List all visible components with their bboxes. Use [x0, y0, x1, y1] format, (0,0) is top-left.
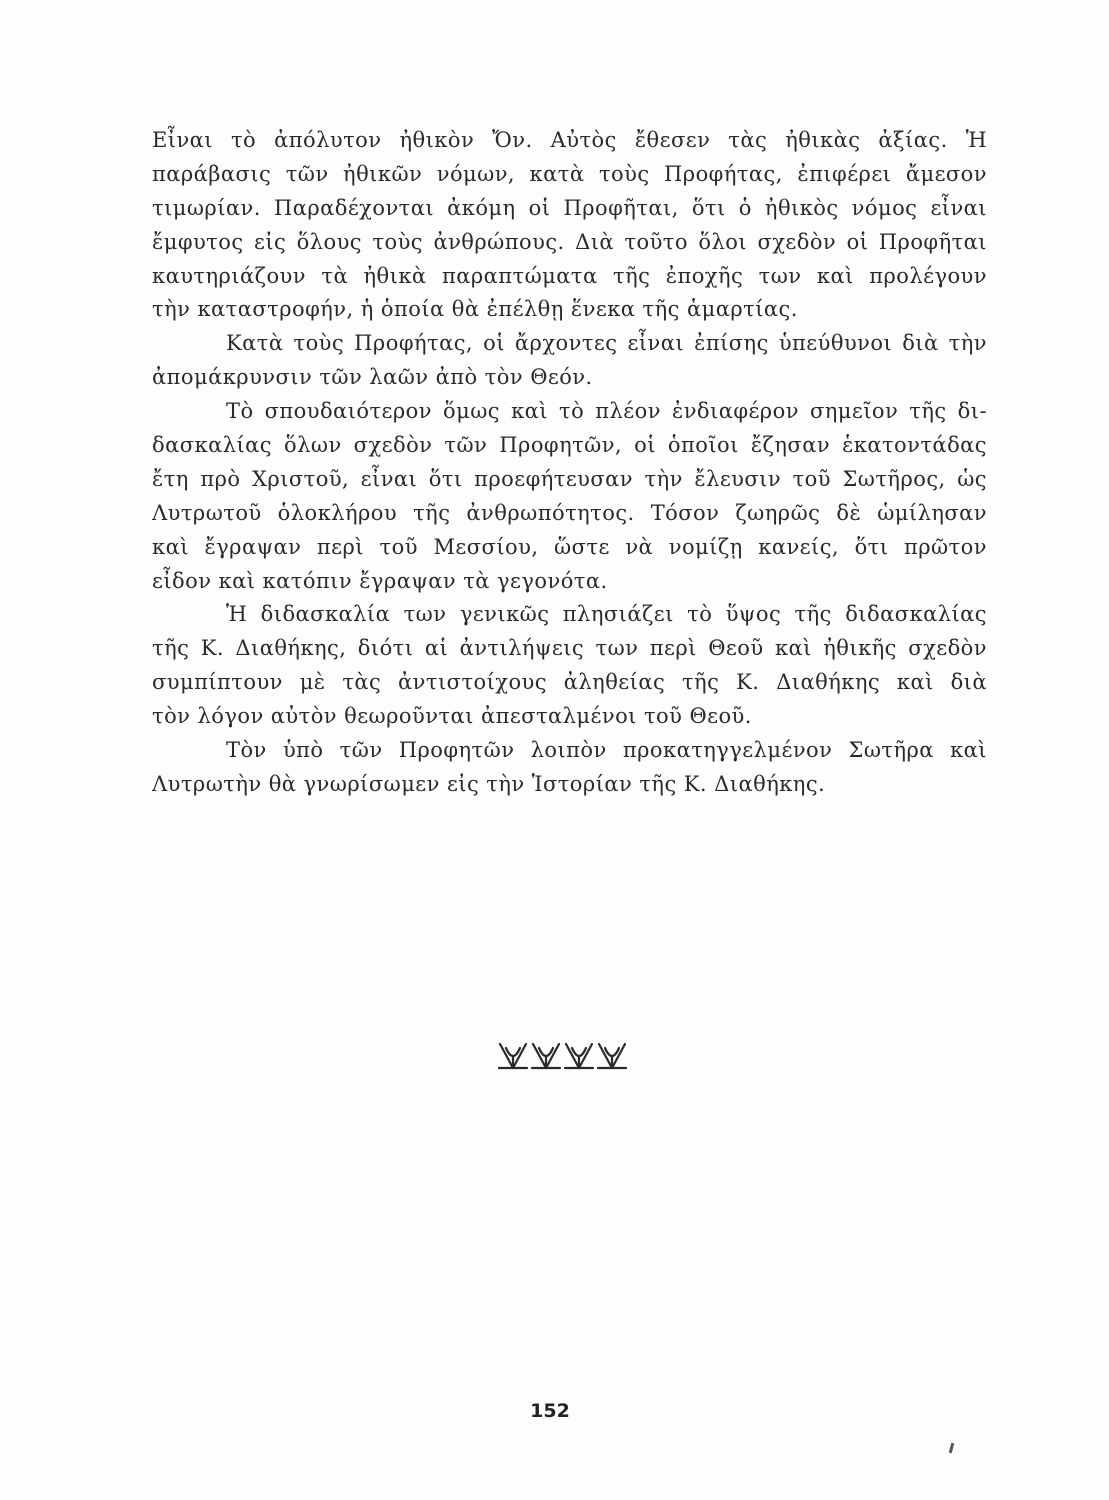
- text-line: Τὸ σπουδαιότερον ὅμως καὶ τὸ πλέον ἐνδιαφέρον σημεῖον τῆς δι-: [226, 399, 987, 424]
- text-line: Κατὰ τοὺς Προφήτας, οἱ ἄρχοντες εἶναι ἐπίσης ὑπεύθυνοι διὰ τὴν: [226, 331, 987, 356]
- text-line: ἔμφυτος εἰς ὅλους τοὺς ἀνθρώπους. Διὰ τοῦτο ὅλοι σχεδὸν οἱ Προφῆται: [152, 229, 987, 254]
- text-line: Λυτρωτοῦ ὁλοκλήρου τῆς ἀνθρωπότητος. Τόσον ζωηρῶς δὲ ὡμίλησαν: [152, 500, 987, 525]
- text-line: ἔτη πρὸ Χριστοῦ, εἶναι ὅτι προεφήτευσαν τὴν ἔλευσιν τοῦ Σωτῆρος, ὡς: [152, 466, 987, 491]
- text-line: Λυτρωτὴν θὰ γνωρίσωμεν εἰς τὴν Ἱστορίαν τῆς Κ. Διαθήκης.: [152, 771, 826, 796]
- text-line: καὶ ἔγραψαν περὶ τοῦ Μεσσίου, ὥστε νὰ νομίζῃ κανείς, ὅτι πρῶτον: [152, 534, 987, 559]
- text-line: καυτηριάζουν τὰ ἠθικὰ παραπτώματα τῆς ἐποχῆς των καὶ προλέγουν: [152, 263, 987, 288]
- floral-ornament-icon: [497, 1038, 629, 1074]
- text-line: τῆς Κ. Διαθήκης, διότι αἱ ἀντιλήψεις των περὶ Θεοῦ καὶ ἠθικῆς σχεδὸν: [152, 636, 987, 661]
- text-line: ἀπομάκρυνσιν τῶν λαῶν ἀπὸ τὸν Θεόν.: [152, 365, 593, 390]
- text-line: Ἡ διδασκαλία των γενικῶς πλησιάζει τὸ ὕψος τῆς διδασκαλίας: [226, 602, 987, 627]
- text-line: δασκαλίας ὅλων σχεδὸν τῶν Προφητῶν, οἱ ὁποῖοι ἔζησαν ἑκατοντάδας: [152, 433, 987, 458]
- text-line: Εἶναι τὸ ἀπόλυτον ἠθικὸν Ὄν. Αὐτὸς ἔθεσεν τὰς ἠθικὰς ἀξίας. Ἡ: [152, 128, 987, 152]
- text-line: τιμωρίαν. Παραδέχονται ἀκόμη οἱ Προφῆται, ὅτι ὁ ἠθικὸς νόμος εἶναι: [152, 195, 987, 220]
- text-line: συμπίπτουν μὲ τὰς ἀντιστοίχους ἀληθείας τῆς Κ. Διαθήκης καὶ διὰ: [152, 670, 987, 695]
- text-line: τὸν λόγον αὐτὸν θεωροῦνται ἀπεσταλμένοι τοῦ Θεοῦ.: [152, 704, 752, 729]
- text-line: τὴν καταστροφήν, ἡ ὁποία θὰ ἐπέλθῃ ἕνεκα τῆς ἁμαρτίας.: [152, 297, 798, 322]
- body-text: [152, 124, 987, 802]
- page-number: 152: [530, 1400, 570, 1422]
- text-line: Τὸν ὑπὸ τῶν Προφητῶν λοιπὸν προκατηγγελμένον Σωτῆρα καὶ: [226, 738, 987, 763]
- ink-speck: [949, 1443, 954, 1453]
- text-line: εἶδον καὶ κατόπιν ἔγραψαν τὰ γεγονότα.: [152, 568, 608, 593]
- text-line: παράβασις τῶν ἠθικῶν νόμων, κατὰ τοὺς Προφήτας, ἐπιφέρει ἄμεσον: [152, 161, 987, 186]
